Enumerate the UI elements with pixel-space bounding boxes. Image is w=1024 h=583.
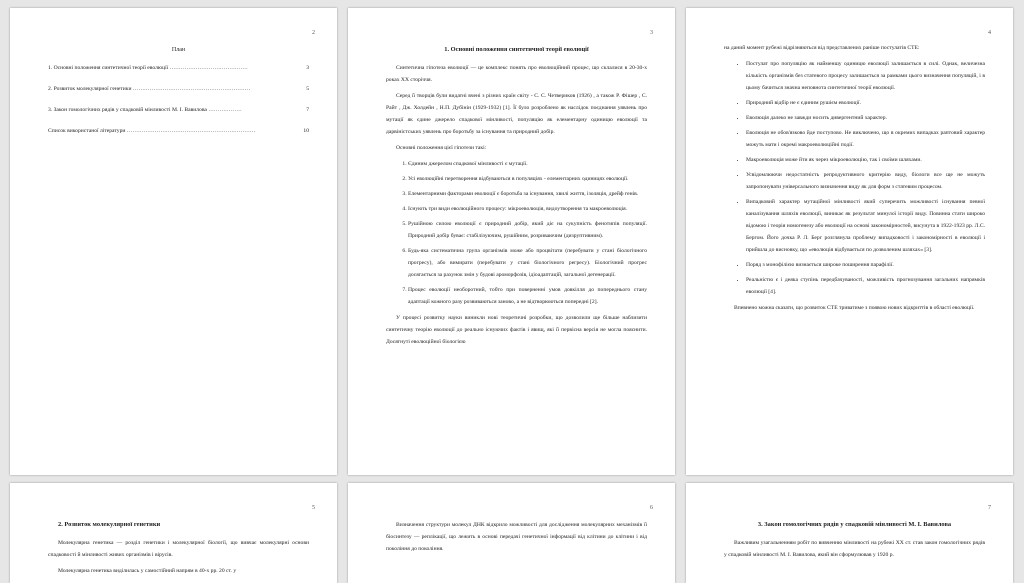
page-number: 3: [650, 30, 653, 36]
paragraph: на даний момент рубежі відрізняються від представлених раніше постулатів СТЕ:: [724, 45, 920, 51]
list-item: • Макроеволюція може йти як через мікроеволюцію, так і своїми шляхами.: [746, 154, 985, 166]
section-heading: 3. Закон гомологічних рядів у спадковій мінливості М. І. Вавилова: [757, 521, 952, 528]
list-item: 3. Елементарними факторами еволюції є боротьба за існування, хвилі життя, ізоляція, дрейф генів.: [408, 188, 647, 200]
list-item: • Випадковий характер мутаційної мінливості який суперечить можливості існування певної каналізування шляхів еволюції, виникає як результат минулої історії виду. Повинна стати широко відомою і теорія номогенезу або еволюції на основі закономірностей, висунута в 1922-1923 рр. Л.С. Бергом. Його дочка Р. Л. Берг розглянула проблему випадковості і закономірності в еволюції і прийшла до висновку, що «еволюція відбувається по дозволеним шляхах» [3].: [746, 196, 985, 256]
numbered-list: [386, 158, 647, 308]
list-item: 5. Рушійною силою еволюції є природний добір, який діє на сукупність фенотипів популяції. Природний добір буває: стабілізуючим, рушійним, розриваючим (дизруптивним).: [408, 218, 647, 242]
page-number: 7: [988, 505, 991, 511]
list-item: 7. Процес еволюції необоротний, тобто при поверненні умов довкілля до попереднього стану адаптації кожного разу розвиваються заново, а не відтворюються попередні [2].: [408, 284, 647, 308]
page-6: [348, 483, 675, 583]
list-item: 6. Будь-яка систематична група організмів може або процвітати (перебувати у стані біологічного прогресу), або вимирати (перебувати у стані біологічного регресу). Біологічний прогрес досягається за рахунок змін у будові ароморфозів, ідіоадаптацій, загальної дегенерації.: [408, 245, 647, 281]
page-3: [348, 8, 675, 475]
toc-entry: 3. Закон гомологічних рядів у спадковій мінливості М. І. Вавилова ……………… 7: [48, 107, 309, 113]
page-content: [48, 519, 309, 581]
page-4: [686, 8, 1013, 475]
page-number: 6: [650, 505, 653, 511]
page-5: [10, 483, 337, 583]
list-item: • Усвідомлюючи недостатність репродуктивного критерію виду, біологи все ще не можуть запропонувати універсального визначення виду як для форм з статевим процесом.: [746, 169, 985, 193]
paragraph: Основні положення цієї гіпотези такі:: [396, 145, 487, 151]
page-content: [724, 519, 985, 565]
page-content: [724, 42, 985, 318]
page-content: [386, 519, 647, 559]
list-item: 1. Єдиним джерелом спадкової мінливості є мутації.: [408, 158, 647, 170]
section-heading: 1. Основні положення синтетичної теорії еволюції: [444, 46, 589, 53]
page-number: 2: [312, 30, 315, 36]
toc-entry: 1. Основні положення синтетичної теорії еволюції …………………………………… 3: [48, 65, 309, 71]
paragraph: Молекулярна генетика — розділ генетики і молекулярної біології, що вивчає молекулярні основи спадковості й мінливості живих організмів і вірусів.: [48, 540, 309, 558]
page-number: 4: [988, 30, 991, 36]
list-item: 2. Усі еволюційні перетворення відбуваються в популяціях - елементарних одиницях еволюції.: [408, 173, 647, 185]
list-item: • Реальністю є і деяка ступінь передбачуваності, можливість прогнозування загальних напрямків еволюції [4].: [746, 274, 985, 298]
paragraph: Важливим узагальненням робіт по вивченню мінливості на рубежі XX ст. став закон гомологічних рядів у спадковій мінливості М. І. Вавилова, який він сформулював у 1920 р.: [724, 540, 985, 558]
list-item: 4. Існують три види еволюційного процесу: мікроеволюція, видоутворення та макроеволюція.: [408, 203, 647, 215]
list-item: • Еволюція далеко не завжди носить дивергентний характер.: [746, 112, 985, 124]
paragraph: Молекулярна генетика виділилась у самостійний напрям в 40-х рр. 20 ст. у: [58, 568, 237, 574]
paragraph: Впевнено можна сказати, що розвиток СТЕ триватиме з появою нових відкриттів в області еволюції.: [734, 305, 975, 311]
bullet-list: [724, 58, 985, 298]
list-item: • Постулат про популяцію як найменшу одиницю еволюції залишається в силі. Однак, величезна кількість організмів без статевого процесу залишається за рамками цього визначення популяцій, і в цьому бачиться значна неповнота синтетичної теорії еволюції.: [746, 58, 985, 94]
list-item: • Еволюція не обов'язково йде поступово. Не виключено, що в окремих випадках раптовий характер можуть мати і окремі макроеволюційні події.: [746, 127, 985, 151]
page-number: 5: [312, 505, 315, 511]
paragraph: Серед її творців були видатні вчені з різних країн світу - С. С. Четвериков (1926) , а також Р. Фішер , С. Райт , Дж. Холдейн , Н.П. Дубінін (1929-1932) [1]. Її було розроблено як наслідок поєднання уявлень про мутації як єдине джерело спадкової мінливості, популяцію як елементарну одиницю еволюції та дарвіністських уявлень про боротьбу за існування та природний добір.: [386, 93, 647, 135]
paragraph: У процесі розвитку науки виникли нові теоретичні розробки, що дозволили ще більше наблизити синтетичну теорію еволюції до реально існуючих фактів і явищ, які її первісна версія не могла пояснити. Досягнуті еволюційної біологією: [386, 315, 647, 345]
list-item: • Природний відбір не є єдиним рушієм еволюції.: [746, 97, 985, 109]
paragraph: Синтетична гіпотеза еволюції — це комплекс понять про еволюційний процес, що склалися в 20-30-х роках XX сторіччя.: [386, 65, 647, 83]
toc-entry: Список використаної літератури …………………………………………………………… 10: [48, 128, 309, 134]
list-item: • Поряд з монофілією визнається широке поширення парафілії.: [746, 259, 985, 271]
paragraph: Визначення структури молекул ДНК відкрило можливості для дослідження молекулярних механізмів її біосинтезу — реплікації, що лежить в основі передачі генетичної інформації від клітини до клітини і від покоління до покоління.: [386, 522, 647, 552]
page-content: [48, 44, 309, 146]
toc-entry: 2. Розвиток молекулярної генетики ……………………………………………………… 5: [48, 86, 309, 92]
section-heading: 2. Розвиток молекулярної генетики: [58, 521, 161, 528]
page-content: [386, 44, 647, 352]
page-2: [10, 8, 337, 475]
page-7: [686, 483, 1013, 583]
toc-title: План: [171, 47, 186, 53]
